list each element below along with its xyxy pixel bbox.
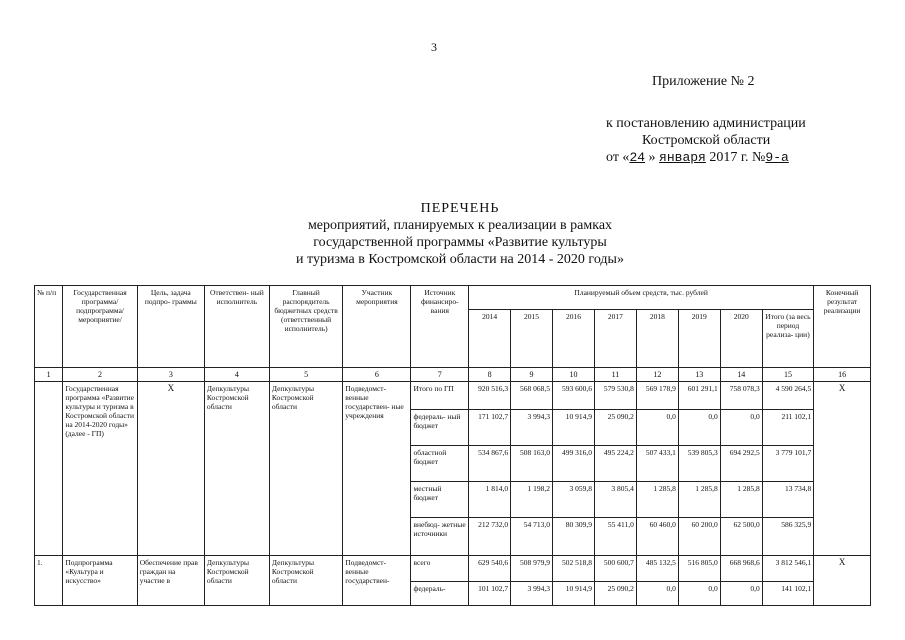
decree-line-1: к постановлению администрации — [606, 116, 806, 131]
decree-day: 24 — [629, 150, 646, 165]
column-number: 11 — [594, 368, 636, 382]
block1-responsible: Депкультуры Костромской области — [204, 382, 269, 556]
value-cell: 694 292,5 — [720, 446, 762, 482]
source-cell: всего — [411, 556, 469, 582]
column-number: 15 — [762, 368, 813, 382]
header-manager: Главный распорядитель бюджетных средств (ответственный исполнитель) — [269, 286, 342, 368]
header-sources: Источник финансиро- вания — [411, 286, 469, 368]
header-year: 2017 — [594, 310, 636, 368]
value-cell: 62 500,0 — [720, 518, 762, 556]
source-cell: внебюд- жетные источники — [411, 518, 469, 556]
block2-num: 1. — [35, 556, 63, 606]
header-responsible: Ответствен- ный исполнитель — [204, 286, 269, 368]
column-number: 7 — [411, 368, 469, 382]
value-cell: 0,0 — [636, 410, 678, 446]
block1-result: Х — [814, 382, 871, 556]
value-cell: 3 059,8 — [553, 482, 595, 518]
value-cell: 171 102,7 — [469, 410, 511, 446]
header-program: Государственная программа/ подпрограмма/ мероприятие/ — [63, 286, 137, 368]
decree-year: 2017 г. № — [705, 150, 766, 165]
title-line-4: и туризма в Костромской области на 2014 - 2020 годы» — [296, 252, 624, 267]
header-year: 2020 — [720, 310, 762, 368]
value-cell: 516 805,0 — [678, 556, 720, 582]
value-cell: 80 309,9 — [553, 518, 595, 556]
decree-quote: » — [645, 150, 660, 165]
block1-goal: Х — [137, 382, 204, 556]
value-cell: 0,0 — [720, 582, 762, 606]
value-cell: 758 078,3 — [720, 382, 762, 410]
appendix-label: Приложение № 2 — [652, 74, 755, 89]
value-cell: 1 814,0 — [469, 482, 511, 518]
value-cell: 495 224,2 — [594, 446, 636, 482]
source-cell: федераль- ный бюджет — [411, 410, 469, 446]
title-line-1: ПЕРЕЧЕНЬ — [420, 201, 500, 216]
block2-manager: Депкультуры Костромской области — [269, 556, 342, 606]
block1-num — [35, 382, 63, 556]
decree-prefix: от « — [606, 150, 630, 165]
column-number: 3 — [137, 368, 204, 382]
value-cell: 507 433,1 — [636, 446, 678, 482]
header-year: 2016 — [553, 310, 595, 368]
block2-participant: Подведомст- венные государствен- — [343, 556, 411, 606]
value-cell: 593 600,6 — [553, 382, 595, 410]
block2-result: Х — [814, 556, 871, 606]
decree-line-3 — [606, 150, 789, 166]
value-cell: 25 090,2 — [594, 582, 636, 606]
value-cell: 508 979,9 — [511, 556, 553, 582]
value-cell: 60 200,0 — [678, 518, 720, 556]
header-year: 2015 — [511, 310, 553, 368]
header-num: № п/п — [35, 286, 63, 368]
value-cell: 569 178,9 — [636, 382, 678, 410]
value-cell: 25 090,2 — [594, 410, 636, 446]
decree-number: 9-а — [765, 150, 789, 165]
header-participant: Участник мероприятия — [343, 286, 411, 368]
block1-participant: Подведомст- венные государствен- ные учреждения — [343, 382, 411, 556]
value-cell: 629 540,6 — [469, 556, 511, 582]
block1-program: Государственная программа «Развитие культуры и туризма в Костромской области на 2014-2020 годы» (далее - ГП) — [63, 382, 137, 556]
column-number: 14 — [720, 368, 762, 382]
value-cell: 920 516,3 — [469, 382, 511, 410]
value-cell: 60 460,0 — [636, 518, 678, 556]
source-cell: областной бюджет — [411, 446, 469, 482]
column-number: 9 — [511, 368, 553, 382]
value-cell: 534 867,6 — [469, 446, 511, 482]
column-number: 12 — [636, 368, 678, 382]
header-planned: Планируемый объем средств, тыс. рублей — [469, 286, 814, 310]
column-number: 16 — [814, 368, 871, 382]
total-cell: 141 102,1 — [762, 582, 813, 606]
total-cell: 3 779 101,7 — [762, 446, 813, 482]
title-line-2: мероприятий, планируемых к реализации в рамках — [307, 218, 613, 233]
column-number: 10 — [553, 368, 595, 382]
column-number: 5 — [269, 368, 342, 382]
column-number: 1 — [35, 368, 63, 382]
header-total: Итого (за весь период реализа- ции) — [762, 310, 813, 368]
column-number: 2 — [63, 368, 137, 382]
value-cell: 1 198,2 — [511, 482, 553, 518]
total-cell: 4 590 264,5 — [762, 382, 813, 410]
value-cell: 1 285,8 — [678, 482, 720, 518]
header-year: 2014 — [469, 310, 511, 368]
value-cell: 0,0 — [678, 410, 720, 446]
value-cell: 502 518,8 — [553, 556, 595, 582]
decree-month: января — [659, 150, 706, 165]
block2-goal: Обеспечение прав граждан на участие в — [137, 556, 204, 606]
value-cell: 212 732,0 — [469, 518, 511, 556]
measures-table — [34, 285, 871, 606]
value-cell: 10 914,9 — [553, 582, 595, 606]
value-cell: 55 411,0 — [594, 518, 636, 556]
value-cell: 1 285,8 — [720, 482, 762, 518]
header-year: 2019 — [678, 310, 720, 368]
value-cell: 3 805,4 — [594, 482, 636, 518]
total-cell: 3 812 546,1 — [762, 556, 813, 582]
value-cell: 601 291,1 — [678, 382, 720, 410]
header-goal: Цель, задача подпро- граммы — [137, 286, 204, 368]
total-cell: 13 734,8 — [762, 482, 813, 518]
value-cell: 54 713,0 — [511, 518, 553, 556]
value-cell: 568 068,5 — [511, 382, 553, 410]
block2-responsible: Депкультуры Костромской области — [204, 556, 269, 606]
value-cell: 668 968,6 — [720, 556, 762, 582]
source-cell: местный бюджет — [411, 482, 469, 518]
header-result: Конечный результат реализации — [814, 286, 871, 368]
header-year: 2018 — [636, 310, 678, 368]
value-cell: 0,0 — [678, 582, 720, 606]
value-cell: 508 163,0 — [511, 446, 553, 482]
value-cell: 500 600,7 — [594, 556, 636, 582]
value-cell: 101 102,7 — [469, 582, 511, 606]
value-cell: 3 994,3 — [511, 410, 553, 446]
value-cell: 3 994,3 — [511, 582, 553, 606]
source-cell: федераль- — [411, 582, 469, 606]
total-cell: 586 325,9 — [762, 518, 813, 556]
value-cell: 499 316,0 — [553, 446, 595, 482]
source-cell: Итого по ГП — [411, 382, 469, 410]
value-cell: 0,0 — [720, 410, 762, 446]
column-number: 4 — [204, 368, 269, 382]
value-cell: 579 530,8 — [594, 382, 636, 410]
document-title — [280, 200, 640, 268]
block2-program: Подпрограмма «Культура и искусство» — [63, 556, 137, 606]
column-number: 13 — [678, 368, 720, 382]
value-cell: 539 805,3 — [678, 446, 720, 482]
value-cell: 0,0 — [636, 582, 678, 606]
value-cell: 485 132,5 — [636, 556, 678, 582]
value-cell: 10 914,9 — [553, 410, 595, 446]
decree-line-2: Костромской области — [642, 133, 771, 148]
column-number: 6 — [343, 368, 411, 382]
value-cell: 1 285,8 — [636, 482, 678, 518]
block1-manager: Депкультуры Костромской области — [269, 382, 342, 556]
page-number: 3 — [431, 40, 437, 54]
column-number: 8 — [469, 368, 511, 382]
title-line-3: государственной программы «Развитие культуры — [313, 235, 607, 250]
total-cell: 211 102,1 — [762, 410, 813, 446]
